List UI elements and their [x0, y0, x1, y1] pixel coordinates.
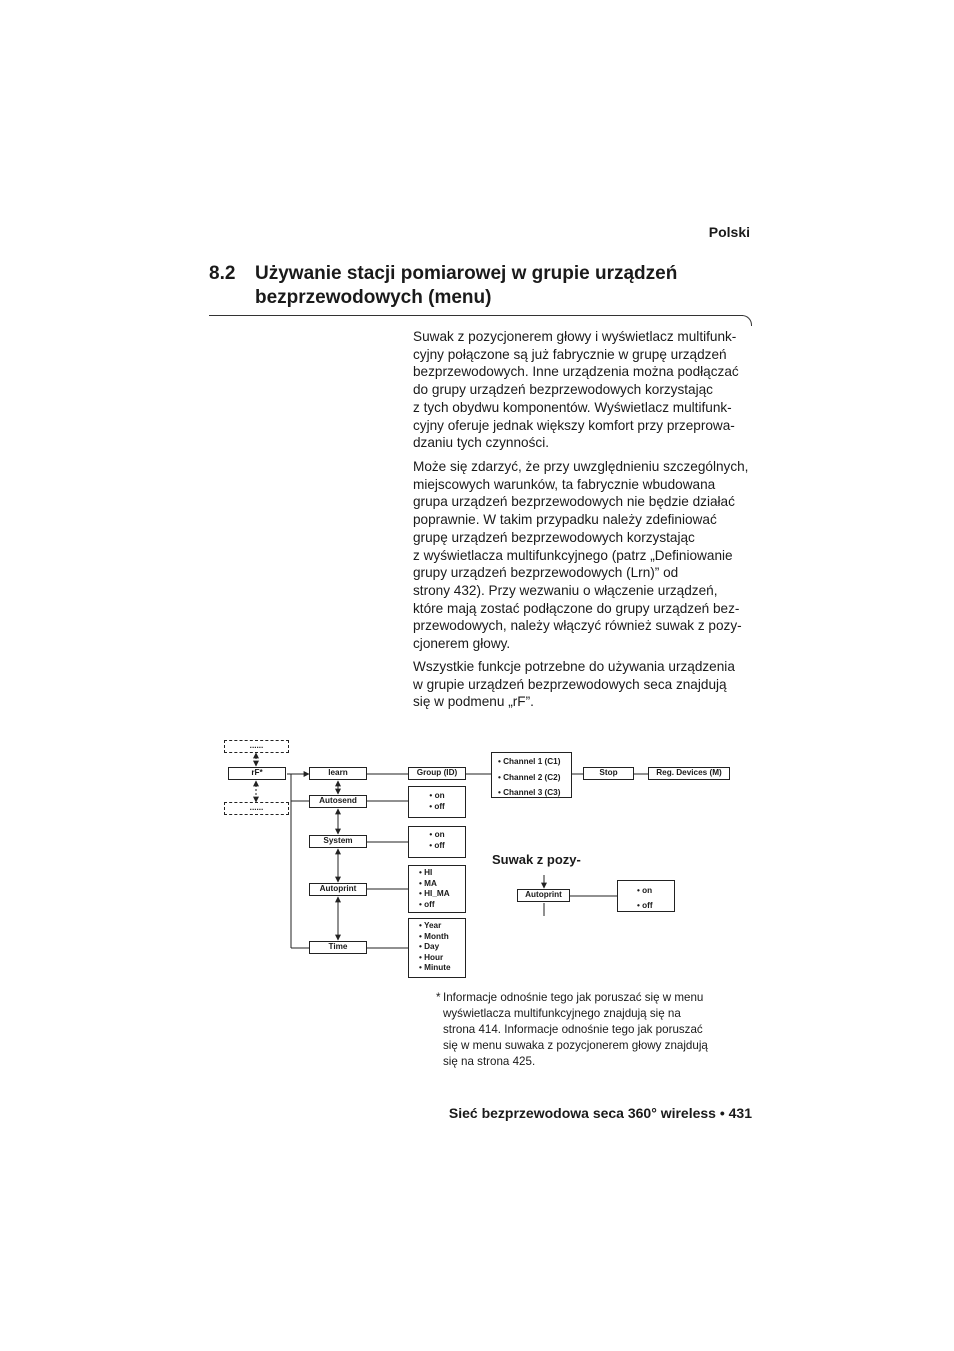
option-hi-ma: • HI_MA	[419, 889, 450, 898]
footnote-line: się na strona 425.	[443, 1055, 536, 1068]
submenu-group-id	[408, 767, 466, 780]
footnote	[436, 990, 756, 1070]
dots-bottom: ......	[249, 803, 264, 812]
paragraph-line: z wyświetlacza multifunkcyjnego (patrz „Definiowanie	[413, 547, 733, 563]
footnote-line: strona 414. Informacje odnośnie tego jak poruszać	[443, 1023, 703, 1036]
paragraph-line: grupę urządzeń bezprzewodowych korzystając	[413, 529, 695, 545]
option-off: • off	[429, 840, 445, 850]
submenu-label: Group (ID)	[416, 768, 458, 777]
option-channel-3: • Channel 3 (C3)	[498, 788, 561, 797]
paragraph-3	[413, 658, 758, 711]
section-title-line2: bezprzewodowych (menu)	[255, 287, 492, 308]
system-options-box	[408, 826, 466, 858]
paragraph-line: przewodowych, należy włączyć również suwak z pozy-	[413, 618, 742, 634]
submenu-reg-devices	[648, 767, 730, 780]
time-options-box	[408, 918, 466, 978]
autoprint-options-box	[408, 865, 466, 913]
menu-item-label: System	[323, 836, 353, 845]
option-on: • on	[429, 830, 445, 839]
paragraph-line: Może się zdarzyć, że przy uwzględnieniu szczególnych,	[413, 459, 749, 474]
option-channel-2: • Channel 2 (C2)	[498, 772, 561, 782]
suwak-options-box	[617, 880, 675, 912]
menu-item-learn	[309, 767, 367, 780]
footnote-line: się w menu suwaka z pozycjonerem głowy znajdują	[443, 1039, 708, 1052]
option-month: • Month	[419, 931, 449, 941]
submenu-label: Reg. Devices (M)	[656, 768, 722, 777]
paragraph-1	[413, 328, 758, 452]
paragraph-line: miejscowych warunków, ta fabrycznie wbudowana	[413, 476, 716, 492]
option-on: • on	[429, 791, 445, 800]
autosend-options-box	[408, 786, 466, 818]
suwak-label: Suwak z pozy-	[492, 852, 581, 867]
menu-item-system	[309, 835, 367, 848]
paragraph-line: w grupie urządzeń bezprzewodowych seca znajdują	[413, 676, 727, 692]
paragraph-line: bezprzewodowych. Inne urządzenia można podłączać	[413, 364, 739, 380]
option-off: • off	[419, 899, 435, 909]
page-footer: Sieć bezprzewodowa seca 360° wireless • 431	[448, 1105, 752, 1121]
footnote-line: wyświetlacza multifunkcyjnego znajdują się na	[443, 1007, 681, 1020]
paragraph-line: Wszystkie funkcje potrzebne do używania urządzenia	[413, 659, 735, 674]
menu-item-label: Autoprint	[319, 884, 357, 893]
footnote-line: Informacje odnośnie tego jak poruszać się w menu	[443, 991, 704, 1004]
dots-top-box	[224, 740, 289, 753]
option-off: • off	[637, 901, 653, 910]
menu-item-label: learn	[328, 768, 348, 777]
menu-root-rf	[228, 767, 286, 780]
option-year: • Year	[419, 921, 442, 930]
dots-bottom-box	[224, 802, 289, 815]
footnote-marker: *	[436, 991, 441, 1004]
option-on: • on	[637, 886, 653, 895]
paragraph-line: dzaniu tych czynności.	[413, 435, 550, 451]
paragraph-line: grupa urządzeń bezprzewodowych nie będzie działać	[413, 494, 735, 510]
submenu-stop	[583, 767, 634, 780]
paragraph-line: Suwak z pozycjonerem głowy i wyświetlacz multifunk-	[413, 329, 737, 344]
menu-item-time	[309, 941, 367, 954]
paragraph-line: z tych obydwu komponentów. Wyświetlacz multifunk-	[413, 399, 732, 415]
dots-top: ......	[249, 741, 264, 750]
paragraph-line: do grupy urządzeń bezprzewodowych korzystając	[413, 382, 713, 398]
suwak-autoprint-label: Autoprint	[525, 890, 562, 899]
language-label: Polski	[708, 224, 750, 240]
paragraph-line: cyjny oferuje jednak większy komfort przy przeprowa-	[413, 417, 735, 433]
option-ma: • MA	[419, 878, 437, 888]
heading-rule	[209, 315, 743, 316]
menu-root-label: rF*	[251, 768, 263, 777]
paragraph-2	[413, 458, 758, 653]
channel-options-box	[491, 752, 572, 798]
option-hi: • HI	[419, 868, 433, 877]
option-day: • Day	[419, 942, 440, 951]
paragraph-line: cjonerem głowy.	[413, 636, 511, 652]
heading-rule-corner	[741, 315, 752, 326]
suwak-autoprint	[517, 889, 570, 902]
option-minute: • Minute	[419, 963, 451, 972]
paragraph-line: cyjny połączone są już fabrycznie w grupę urządzeń	[413, 346, 727, 362]
paragraph-line: grupy urządzeń bezprzewodowych (Lrn)” od	[413, 565, 679, 581]
section-number: 8.2	[209, 263, 236, 284]
menu-item-label: Time	[328, 942, 348, 951]
option-hour: • Hour	[419, 952, 444, 962]
paragraph-line: strony 432). Przy wezwaniu o włączenie urządzeń,	[413, 582, 718, 598]
menu-item-label: Autosend	[319, 796, 357, 805]
submenu-label: Stop	[599, 768, 618, 777]
menu-item-autoprint	[309, 883, 367, 896]
option-off: • off	[429, 801, 445, 811]
option-channel-1: • Channel 1 (C1)	[498, 757, 561, 766]
paragraph-line: poprawnie. W takim przypadku należy zdefiniować	[413, 512, 717, 528]
menu-item-autosend	[309, 795, 367, 808]
paragraph-line: się w podmenu „rF”.	[413, 694, 534, 710]
section-title-line1: Używanie stacji pomiarowej w grupie urządzeń	[255, 263, 678, 284]
paragraph-line: które mają zostać podłączone do grupy urządzeń bez-	[413, 600, 740, 616]
